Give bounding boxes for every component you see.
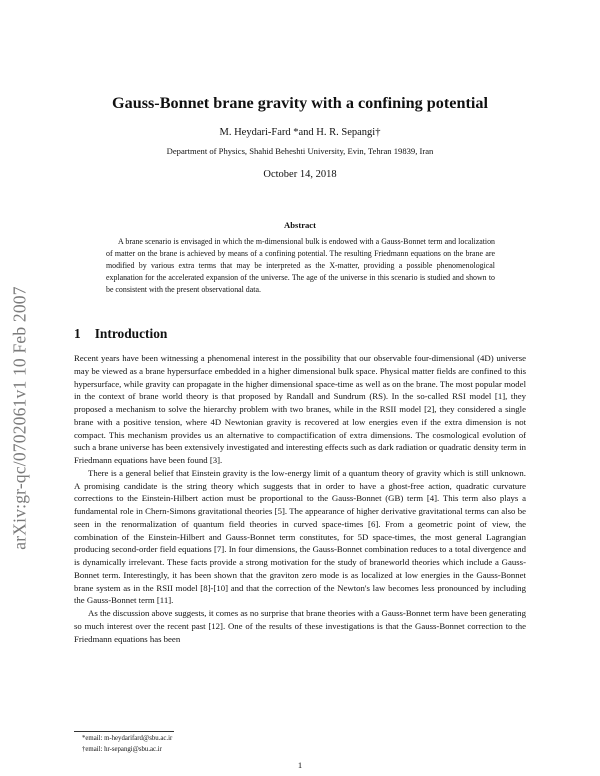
section-number: 1	[74, 326, 81, 341]
footnote-email-2: †email: hr-sepangi@sbu.ac.ir	[82, 745, 162, 753]
abstract-heading: Abstract	[284, 220, 316, 230]
page-number: 1	[297, 760, 303, 770]
paper-authors: M. Heydari-Fard *and H. R. Sepangi†	[219, 127, 381, 138]
section-heading	[74, 326, 167, 342]
body-paragraph: There is a general belief that Einstein gravity is the low-energy limit of a quantum theory of gravity which is still unknown. A promising candidate is the string theory which suggests that in order to have a ghost-free action, quadratic curvature corrections to the Einstein-Hilbert action must be proportional to the Gauss-Bonnet (GB) term [4]. This term also plays a fundamental role in Chern-Simons gravitational theories [5]. The appearance of higher derivative gravitational terms can also be seen in the renormalization of quantum field theories in curved space-times [6]. From a geometric point of view, the combination of the Einstein-Hilbert and Gauss-Bonnet term constitutes, for 5D space-times, the most general Lagrangian producing second-order field equations [7]. In four dimensions, the Gauss-Bonnet combination reduces to a total divergence and is dynamically irrelevant. These facts provide a strong motivation for the study of braneworld theories which include a Gauss-Bonnet term. Interestingly, it has been shown that the graviton zero mode is as localized at low energies in the Gauss-Bonnet brane system as in the RSII model [8]-[10] and that the correction of the Newton's law becomes less pronounced by including the Gauss-Bonnet term [11].	[74, 467, 526, 606]
abstract-text: A brane scenario is envisaged in which the m-dimensional bulk is endowed with a Gauss-Bonnet term and localization of matter on the brane is achieved by means of a confining potential. The resulting Friedmann equations on the brane are modified by various extra terms that may be interpreted as the X-matter, providing a possible phenomenological explanation for the accelerated expansion of the universe. The age of the universe in this scenario is studied and shown to be consistent with the present observational data.	[106, 237, 495, 295]
paper-date: October 14, 2018	[263, 169, 337, 180]
footnote-divider	[74, 731, 174, 732]
body-paragraph: Recent years have been witnessing a phenomenal interest in the possibility that our observable four-dimensional (4D) universe may be viewed as a brane hypersurface embedded in a higher dimensional bulk space. Physical matter fields are confined to this hypersurface, while gravity can propagate in the higher dimensional space-time as well as on the brane. The most popular model in the context of brane world theory is that proposed by Randall and Sundrum (RS). In the so-called RSI model [1], they proposed a mechanism to solve the hierarchy problem with two branes, while in the RSII model [2], they considered a single brane with a positive tension, where 4D Newtonian gravity is recovered at low energies even if the extra dimension is not compact. This mechanism provides us an alternative to compactification of extra dimensions. The cosmological evolution of such a brane universe has been extensively investigated and interesting effects such as dark radiation or quadratic density term in Friedmann equations have been found [3].	[74, 353, 526, 465]
footnotes	[74, 734, 526, 755]
body-text	[74, 352, 526, 645]
arxiv-identifier: arXiv:gr-qc/0702061v1 10 Feb 2007	[9, 286, 30, 550]
arxiv-sidebar	[2, 218, 36, 618]
body-paragraph: As the discussion above suggests, it comes as no surprise that brane theories with a Gauss-Bonnet term have been generating so much interest over the recent past [12]. One of the results of these investigations is that the Gauss-Bonnet correction to the Friedmann equations has been	[74, 608, 526, 644]
footnote-email-1: *email: m-heydarifard@sbu.ac.ir	[82, 735, 173, 742]
paper-affiliation: Department of Physics, Shahid Beheshti University, Evin, Tehran 19839, Iran	[166, 146, 434, 156]
paper-title: Gauss-Bonnet brane gravity with a confining potential	[112, 94, 488, 112]
section-title: Introduction	[94, 326, 168, 341]
